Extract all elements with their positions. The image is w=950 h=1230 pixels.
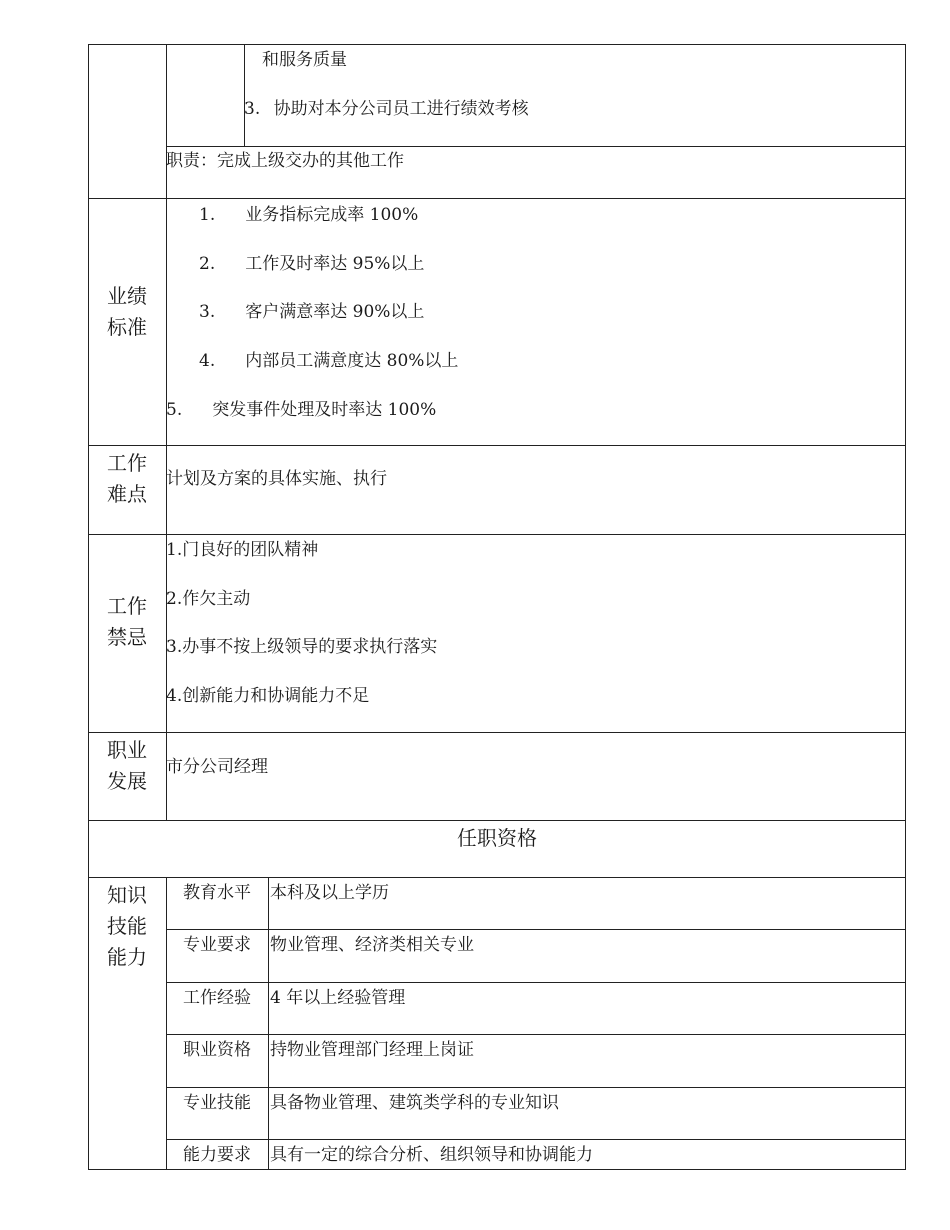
qualification-header: 任职资格 — [457, 826, 537, 850]
qual-value-certificate: 持物业管理部门经理上岗证 — [270, 1040, 474, 1060]
performance-item-3: 3. 客户满意率达 90%以上 — [199, 302, 425, 322]
qualification-label: 知识 技能 能力 — [107, 883, 147, 969]
qual-row-divider-2 — [166, 982, 906, 983]
qual-key-divider — [268, 877, 269, 1169]
difficulty-text: 计划及方案的具体实施、执行 — [166, 469, 387, 489]
qual-key-certificate: 职业资格 — [183, 1040, 251, 1060]
duty-text: 职责：完成上级交办的其他工作 — [166, 151, 404, 171]
qual-key-skills: 专业技能 — [183, 1093, 251, 1113]
item-number: 3. — [244, 99, 261, 119]
performance-item-1: 1. 业务指标完成率 100% — [199, 205, 419, 225]
performance-item-2: 2. 工作及时率达 95%以上 — [199, 254, 425, 274]
qual-value-skills: 具备物业管理、建筑类学科的专业知识 — [270, 1093, 559, 1113]
divider-performance-top — [88, 198, 906, 199]
taboo-item-1: 1.门良好的团队精神 — [166, 540, 319, 560]
divider-duty-top — [166, 146, 906, 147]
item-text: 协助对本分公司员工进行绩效考核 — [273, 99, 529, 119]
divider-taboo-top — [88, 534, 906, 535]
qual-key-education: 教育水平 — [183, 883, 251, 903]
qual-key-ability: 能力要求 — [183, 1145, 251, 1165]
responsibility-item-3 — [244, 99, 529, 119]
divider-qualification-rows-top — [88, 877, 906, 878]
taboo-label: 工作 禁忌 — [107, 594, 147, 649]
qual-row-divider-5 — [166, 1139, 906, 1140]
qual-key-major: 专业要求 — [183, 935, 251, 955]
performance-item-4: 4. 内部员工满意度达 80%以上 — [199, 351, 459, 371]
divider-qualification-top — [88, 820, 906, 821]
qual-key-experience: 工作经验 — [183, 988, 251, 1008]
divider-career-top — [88, 732, 906, 733]
qual-label-divider — [166, 877, 167, 1169]
taboo-item-3: 3.办事不按上级领导的要求执行落实 — [166, 637, 438, 657]
divider-difficulty-top — [88, 445, 906, 446]
taboo-item-2: 2.作欠主动 — [166, 589, 251, 609]
continued-line: 和服务质量 — [262, 50, 347, 70]
qual-row-divider-4 — [166, 1087, 906, 1088]
table-border-top — [88, 44, 906, 45]
qual-row-divider-1 — [166, 929, 906, 930]
career-label: 职业 发展 — [107, 738, 147, 793]
top-inner-divider — [244, 44, 245, 146]
qual-value-ability: 具有一定的综合分析、组织领导和协调能力 — [270, 1145, 593, 1165]
qual-value-experience: 4 年以上经验管理 — [270, 988, 406, 1008]
table-border-bottom — [88, 1169, 906, 1170]
difficulty-label: 工作 难点 — [107, 451, 147, 506]
qual-value-major: 物业管理、经济类相关专业 — [270, 935, 474, 955]
qual-value-education: 本科及以上学历 — [270, 883, 389, 903]
taboo-item-4: 4.创新能力和协调能力不足 — [166, 686, 370, 706]
performance-label: 业绩 标准 — [107, 284, 147, 339]
table-border-right — [905, 44, 906, 1170]
qual-row-divider-3 — [166, 1034, 906, 1035]
career-text: 市分公司经理 — [166, 757, 268, 777]
performance-item-5: 5. 突发事件处理及时率达 100% — [166, 400, 437, 420]
